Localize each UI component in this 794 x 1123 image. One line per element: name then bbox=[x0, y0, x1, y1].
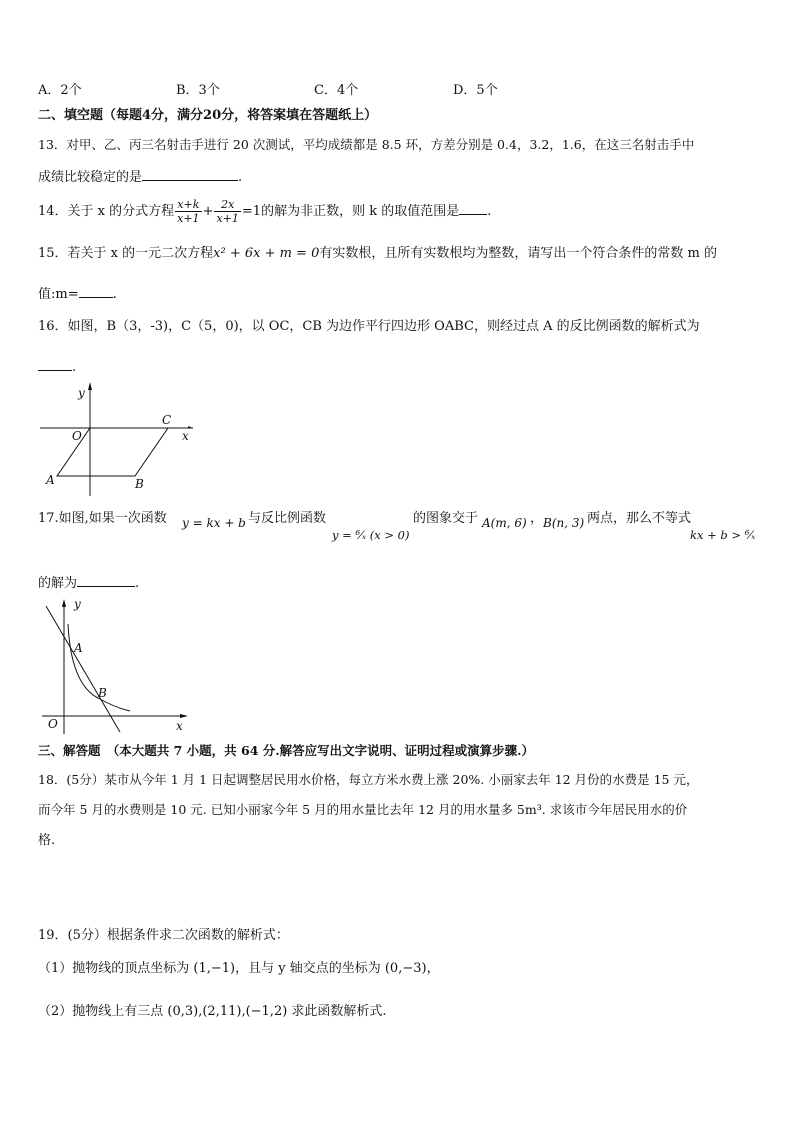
q13-period: . bbox=[238, 170, 243, 185]
q16-label-o: O bbox=[72, 429, 82, 443]
q19-line1: 19．(5分）根据条件求二次函数的解析式： bbox=[38, 928, 289, 943]
q16-parallelogram-figure bbox=[38, 380, 198, 500]
q14-fraction-2: $\frac{2x}{x+1}$ bbox=[216, 198, 239, 225]
q17-answer-blank[interactable] bbox=[77, 572, 135, 587]
section2-header: 二、填空题（每题4分，满分20分，将答案填在答题纸上） bbox=[38, 108, 378, 123]
q13-answer-blank[interactable] bbox=[142, 166, 238, 181]
q16-label-x: x bbox=[182, 429, 189, 443]
q16-line1: 16．如图，B（3，-3)，C（5，0)，以 OC，CB 为边作平行四边形 OABC，则经过点 A 的反比例函数的解析式为 bbox=[38, 319, 700, 334]
q17-label-a: A bbox=[74, 641, 83, 655]
q18-line3: 格. bbox=[38, 833, 56, 848]
q13-line1: 13．对甲、乙、丙三名射击手进行 20 次测试，平均成绩都是 8.5 环，方差分别是 0.4，3.2，1.6，在这三名射击手中 bbox=[38, 137, 695, 152]
q14-equals: =1 bbox=[241, 204, 262, 219]
q17-comma: ， bbox=[530, 511, 544, 526]
q16-label-c: C bbox=[162, 413, 172, 427]
q17-graph-figure bbox=[38, 594, 198, 736]
q19-part2: （2）抛物线上有三点 (0,3),(2,11),(−1,2) 求此函数解析式. bbox=[38, 1004, 387, 1019]
q14-suffix: 的解为非正数，则 k 的取值范围是 bbox=[261, 204, 460, 219]
q16-label-y: y bbox=[78, 386, 85, 400]
q17-line2-text: 的解为 bbox=[38, 576, 78, 591]
q17-linear-graph bbox=[46, 606, 120, 732]
q14-prefix: 14．关于 x 的分式方程 bbox=[38, 204, 175, 219]
q17-point-b: B(n, 3) bbox=[543, 516, 585, 530]
q12-option-b: B．3个 bbox=[176, 83, 220, 98]
q17-label-y: y bbox=[74, 597, 81, 611]
q17-mid2: 的图象交于 bbox=[413, 511, 479, 526]
q17-line2 bbox=[38, 572, 139, 593]
q14-fraction-1: $\frac{x+k}{x+1}$ bbox=[177, 198, 200, 225]
q15-prefix: 15．若关于 x 的一元二次方程 bbox=[38, 246, 214, 261]
q14-period: . bbox=[487, 204, 492, 219]
section3-header: 三、解答题 （本大题共 7 小题，共 64 分.解答应写出文字说明、证明过程或演算步骤.） bbox=[38, 743, 534, 758]
q17-period: . bbox=[135, 576, 140, 591]
q15-line1 bbox=[38, 245, 717, 263]
q16-period: . bbox=[72, 360, 77, 375]
q12-option-d: D．5个 bbox=[453, 83, 498, 98]
q15-line2-text: 值:m= bbox=[38, 287, 79, 302]
q15-answer-blank[interactable] bbox=[79, 283, 113, 298]
q16-answer-blank[interactable] bbox=[38, 356, 72, 371]
q12-option-c: C．4个 bbox=[314, 83, 359, 98]
q14-answer-blank[interactable] bbox=[459, 200, 487, 215]
q18-line2: 而今年 5 月的水费则是 10 元. 已知小丽家今年 5 月的用水量比去年 12 月的用水量多 5m³. 求该市今年居民用水的价 bbox=[38, 802, 688, 817]
q15-equation: x² + 6x + m = 0 bbox=[213, 246, 320, 261]
q13-line2 bbox=[38, 166, 242, 187]
q17-inverse-function: y = ⁶⁄ₓ (x > 0) bbox=[332, 528, 410, 542]
q17-label-b: B bbox=[98, 686, 107, 700]
q17-point-a: A(m, 6) bbox=[482, 516, 527, 530]
q16-label-b: B bbox=[135, 477, 144, 491]
q17-label-o: O bbox=[48, 717, 58, 731]
q14-plus: + bbox=[202, 204, 214, 219]
q16-line2 bbox=[38, 356, 76, 377]
q17-label-x: x bbox=[176, 719, 183, 733]
q17-linear-function: y = kx + b bbox=[182, 516, 246, 530]
q19-part1: （1）抛物线的顶点坐标为 (1,−1)，且与 y 轴交点的坐标为 (0,−3)， bbox=[38, 961, 440, 976]
q18-line1: 18．(5分）某市从今年 1 月 1 日起调整居民用水价格，每立方米水费上涨 20%. 小丽家去年 12 月份的水费是 15 元， bbox=[38, 772, 699, 787]
q13-line2-text: 成绩比较稳定的是 bbox=[38, 170, 143, 185]
q17-mid1: 与反比例函数 bbox=[248, 511, 327, 526]
q15-line2 bbox=[38, 283, 117, 304]
q15-period: . bbox=[112, 287, 117, 302]
q17-mid3: 两点，那么不等式 bbox=[587, 511, 692, 526]
q15-suffix: 有实数根，且所有实数根均为整数，请写出一个符合条件的常数 m 的 bbox=[319, 246, 717, 261]
q14-line bbox=[38, 196, 491, 228]
q17-prefix: 17.如图,如果一次函数 bbox=[38, 511, 167, 526]
q12-option-a: A．2个 bbox=[38, 83, 82, 98]
q16-label-a: A bbox=[46, 473, 55, 487]
q17-inequality: kx + b > ⁶⁄ₓ bbox=[690, 528, 756, 542]
